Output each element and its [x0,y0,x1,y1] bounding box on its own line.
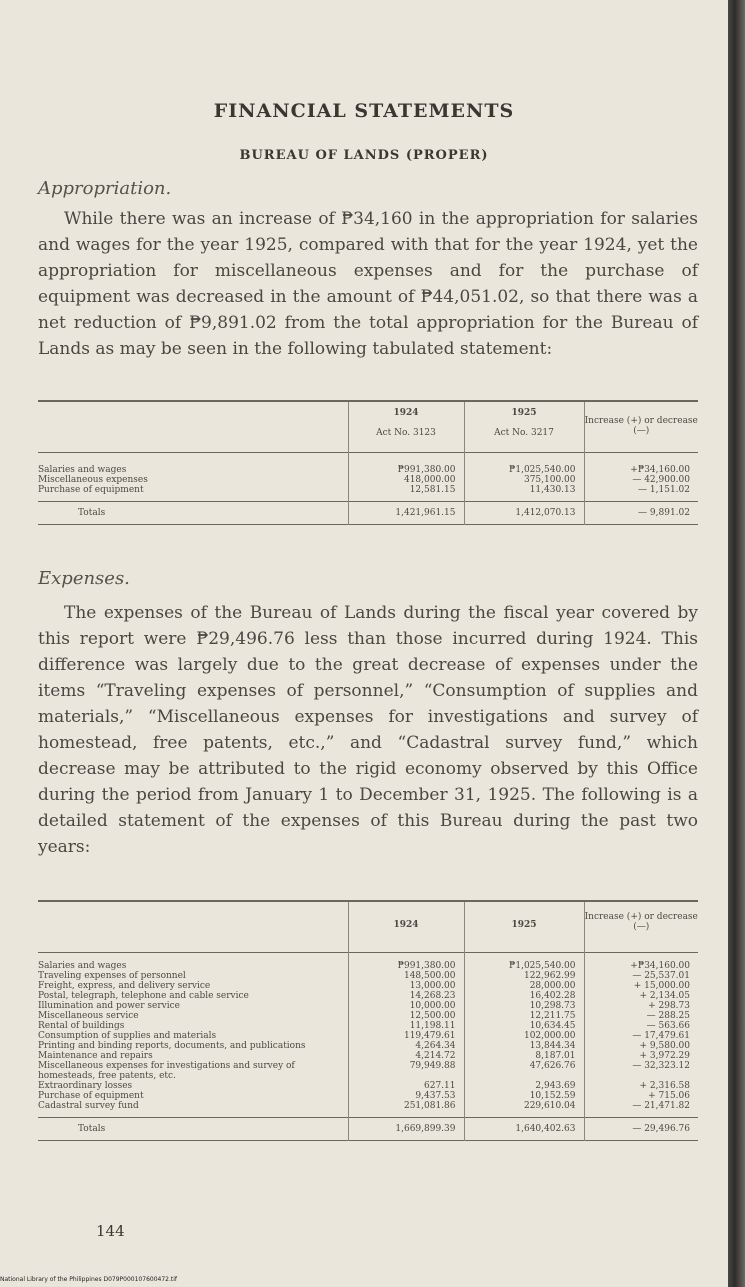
table-row: Cadastral survey fund 251,081.86 229,610.04 — 21,471.82 [38,1101,698,1118]
col-1925: 1925 [464,901,584,953]
table-row: Purchase of equipment 9,437.53 10,152.59 + 715.06 [38,1091,698,1101]
table-row: Miscellaneous service 12,500.00 12,211.75 — 288.25 [38,1011,698,1021]
table-row: Illumination and power service 10,000.00 10,298.73 + 298.73 [38,1001,698,1011]
appropriation-table [38,400,698,525]
table-row: Extraordinary losses 627.11 2,943.69 + 2,316.58 [38,1081,698,1091]
table-row: Printing and binding reports, documents, and publications 4,264.34 13,844.34 + 9,580.00 [38,1041,698,1051]
table-row: Rental of buildings 11,198.11 10,634.45 — 563.66 [38,1021,698,1031]
table-row: Miscellaneous expenses 418,000.00 375,100.00 — 42,900.00 [38,475,698,485]
table-row: Miscellaneous expenses for investigations and survey of homesteads, free patents, etc. 79,949.88 47,626.76 — 32,323.12 [38,1061,698,1081]
sub-1925: Act No. 3217 [464,418,584,453]
page-number: 144 [96,1222,125,1240]
scan-footer: National Library of the Philippines D079P000107600472.tif [0,1276,178,1283]
col-1924: 1924 [348,901,464,953]
col-1925: 1925 [464,401,584,418]
table-head-blank [38,401,348,453]
page-title: FINANCIAL STATEMENTS [213,100,515,122]
table-row: Maintenance and repairs 4,214.72 8,187.01 + 3,972.29 [38,1051,698,1061]
col-change: Increase (+) or decrease (—) [584,901,698,953]
appropriation-heading: Appropriation. [38,178,172,199]
totals-row: Totals 1,421,961.15 1,412,070.13 — 9,891.02 [38,502,698,525]
col-change: Increase (+) or decrease (—) [584,401,698,453]
appropriation-paragraph: While there was an increase of ₱34,160 in the appropriation for salaries and wages for the year 1925, compared with that for the year 1924, yet the appropriation for miscellaneous expenses and for the purchase of equipment was decreased in the amount of ₱44,051.02, so that there was a net reduction of ₱9,891.02 from the total appropriation for the Bureau of Lands as may be seen in the following tabulated statement: [38,209,698,359]
table-row: Consumption of supplies and materials 119,479.61 102,000.00 — 17,479.61 [38,1031,698,1041]
table-row: Purchase of equipment 12,581.15 11,430.13 — 1,151.02 [38,485,698,502]
expenses-paragraph: The expenses of the Bureau of Lands during the fiscal year covered by this report were ₱29,496.76 less than those incurred during 1924. This difference was largely due to the great decrease of expenses under the items “Traveling expenses of personnel,” “Consumption of supplies and materials,” “Miscellaneous expenses for investigations and survey of homestead, free patents, etc.,” and “Cadastral survey fund,” which decrease may be attributed to the rigid economy observed by this Office during the period from January 1 to December 31, 1925. The following is a detailed statement of the expenses of this Bureau during the past two years: [38,603,698,857]
page-subtitle: BUREAU OF LANDS (PROPER) [239,148,489,163]
col-1924: 1924 [348,401,464,418]
table-row: Traveling expenses of personnel 148,500.00 122,962.99 — 25,537.01 [38,971,698,981]
book-gutter [728,0,745,1287]
table-head-blank [38,901,348,953]
expenses-heading: Expenses. [38,568,130,589]
table-row: Freight, express, and delivery service 13,000.00 28,000.00 + 15,000.00 [38,981,698,991]
table-row: Salaries and wages ₱991,380.00 ₱1,025,540.00 +₱34,160.00 [38,453,698,476]
table-row: Salaries and wages ₱991,380.00 ₱1,025,540.00 +₱34,160.00 [38,953,698,972]
totals-row: Totals 1,669,899.39 1,640,402.63 — 29,496.76 [38,1118,698,1141]
sub-1924: Act No. 3123 [348,418,464,453]
table-row: Postal, telegraph, telephone and cable service 14,268.23 16,402.28 + 2,134.05 [38,991,698,1001]
expenses-table [38,900,698,1141]
